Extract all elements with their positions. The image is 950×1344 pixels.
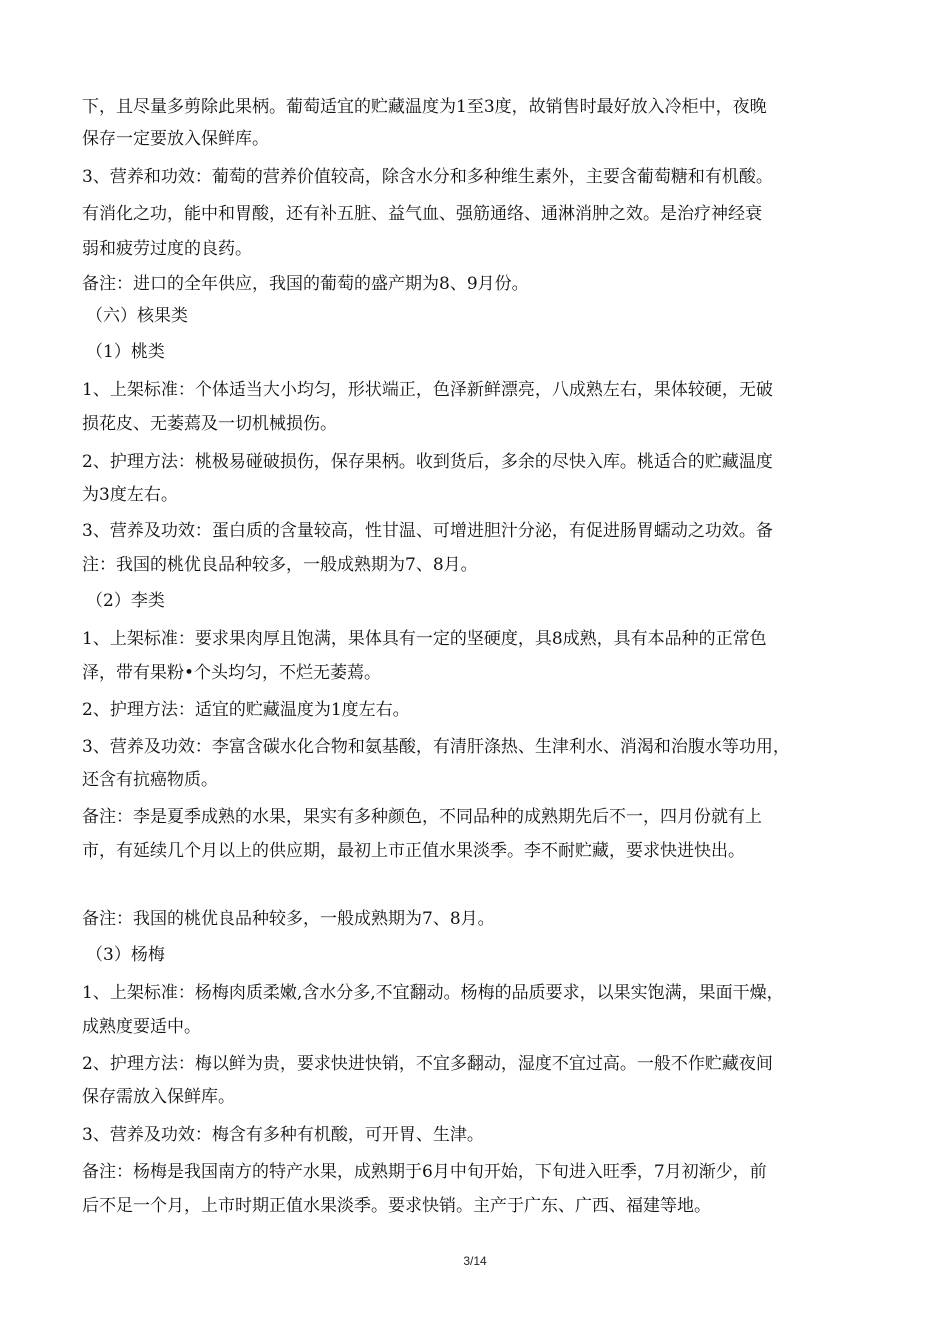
text-line: 2、护理方法：梅以鲜为贵，要求快进快销，不宜多翻动，湿度不宜过高。一般不作贮藏夜间 — [82, 1054, 773, 1074]
text-line: 保存需放入保鲜库。 — [82, 1087, 235, 1107]
text-line: 3、营养及功效：李富含碳水化合物和氨基酸，有清肝涤热、生津利水、消渴和治腹水等功用， — [82, 737, 790, 757]
text-line: 后不足一个月，上市时期正值水果淡季。要求快销。主产于广东、广西、福建等地。 — [82, 1196, 711, 1216]
text-line: 1、上架标准：杨梅肉质柔嫩,含水分多,不宜翻动。杨梅的品质要求，以果实饱满，果面干燥， — [82, 983, 784, 1003]
text-line: 市，有延续几个月以上的供应期，最初上市正值水果淡季。李不耐贮藏，要求快进快出。 — [82, 841, 745, 861]
text-line: 弱和疲劳过度的良药。 — [82, 239, 252, 259]
text-line: 注：我国的桃优良品种较多，一般成熟期为7、8月。 — [82, 555, 478, 575]
text-line: 有消化之功，能中和胃酸，还有补五脏、益气血、强筋通络、通淋消肿之效。是治疗神经衰 — [82, 204, 762, 224]
text-line: 3、营养和功效：葡萄的营养价值较高，除含水分和多种维生素外，主要含葡萄糖和有机酸。 — [82, 167, 773, 187]
text-line: 还含有抗癌物质。 — [82, 770, 218, 790]
text-line: 1、上架标准：个体适当大小均匀，形状端正，色泽新鲜漂亮，八成熟左右，果体较硬，无破 — [82, 380, 773, 400]
page-number: 3/14 — [463, 1254, 487, 1268]
text-line: 损花皮、无萎蔫及一切机械损伤。 — [82, 414, 337, 434]
text-line: 下，且尽量多剪除此果柄。葡萄适宜的贮藏温度为1至3度，故销售时最好放入冷柜中，夜晚 — [82, 97, 767, 117]
text-line: 备注：李是夏季成熟的水果，果实有多种颜色，不同品种的成熟期先后不一，四月份就有上 — [82, 807, 762, 827]
text-line: 2、护理方法：适宜的贮藏温度为1度左右。 — [82, 700, 410, 720]
text-line: 为3度左右。 — [82, 485, 178, 505]
text-line: 3、营养及功效：梅含有多种有机酸，可开胃、生津。 — [82, 1125, 484, 1145]
text-line: 保存一定要放入保鲜库。 — [82, 129, 269, 149]
text-line: 备注：我国的桃优良品种较多，一般成熟期为7、8月。 — [82, 909, 495, 929]
text-line: 备注：杨梅是我国南方的特产水果，成熟期于6月中旬开始，下旬进入旺季，7月初渐少，前 — [82, 1162, 767, 1182]
text-line: 1、上架标准：要求果肉厚且饱满，果体具有一定的坚硬度，具8成熟，具有本品种的正常色 — [82, 629, 767, 649]
subsection-heading: （2）李类 — [86, 591, 165, 611]
text-line: 2、护理方法：桃极易碰破损伤，保存果柄。收到货后，多余的尽快入库。桃适合的贮藏温度 — [82, 452, 773, 472]
text-line: 3、营养及功效：蛋白质的含量较高，性甘温、可增进胆汁分泌，有促进肠胃蠕动之功效。备 — [82, 521, 773, 541]
subsection-heading: （1）桃类 — [86, 342, 165, 362]
section-heading: （六）核果类 — [86, 306, 188, 326]
text-line: 泽，带有果粉•个头均匀，不烂无萎蔫。 — [82, 663, 382, 683]
text-line: 成熟度要适中。 — [82, 1017, 201, 1037]
subsection-heading: （3）杨梅 — [86, 945, 165, 965]
text-line: 备注：进口的全年供应，我国的葡萄的盛产期为8、9月份。 — [82, 274, 529, 294]
